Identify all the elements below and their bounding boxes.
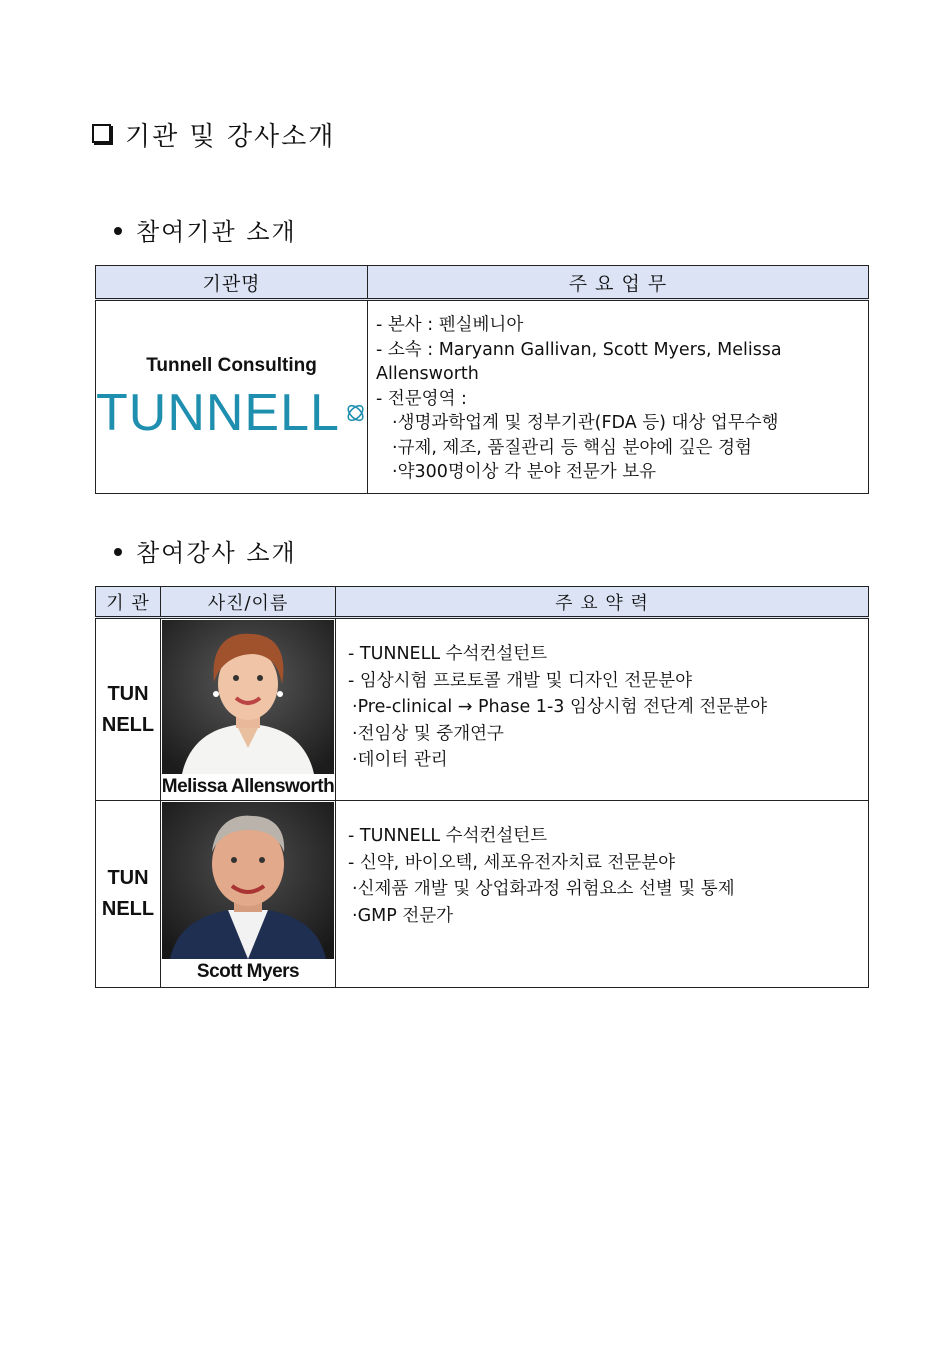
career-line: - TUNNELL 수석컨설턴트 xyxy=(348,644,548,664)
photo-name-cell xyxy=(161,618,336,801)
lecturer-name: Melissa Allensworth xyxy=(161,776,335,797)
lecturer-photo xyxy=(162,802,334,959)
photo-name-cell xyxy=(161,801,336,988)
career-line: ·Pre-clinical → Phase 1-3 임상시험 전단계 전문분야 xyxy=(352,697,768,717)
career-line: ·데이터 관리 xyxy=(352,750,448,770)
lecturer-row xyxy=(96,801,869,988)
duty-line: ·생명과학업계 및 정부기관(FDA 등) 대상 업무수행 xyxy=(392,413,779,433)
org-table xyxy=(95,265,869,494)
org-table-row xyxy=(96,300,869,494)
org-duties-cell xyxy=(368,300,869,494)
career-line: ·전임상 및 중개연구 xyxy=(352,723,504,744)
org-header-name: 기관명 xyxy=(96,266,368,300)
duty-line: - 전문영역 : xyxy=(376,388,467,409)
tunnell-knot-icon xyxy=(344,390,367,436)
career-cell xyxy=(336,618,869,801)
section-title-lecturer: 참여강사 소개 xyxy=(114,533,297,568)
duty-line: ·약300명이상 각 분야 전문가 보유 xyxy=(392,462,657,482)
org-table-header xyxy=(96,266,869,300)
checkbox-square-icon xyxy=(92,124,111,143)
org-name-cell xyxy=(96,300,368,494)
lecturer-photo xyxy=(162,620,334,774)
career-line: ·GMP 전문가 xyxy=(352,905,454,926)
career-cell xyxy=(336,801,869,988)
career-line: - 임상시험 프로토콜 개발 및 디자인 전문분야 xyxy=(348,670,692,691)
lecturer-row xyxy=(96,618,869,801)
lecturer-table xyxy=(95,586,869,988)
org-logo-text: TUNNELL xyxy=(96,383,340,442)
career-line: ·신제품 개발 및 상업화과정 위험요소 선별 및 통제 xyxy=(352,879,735,899)
section-title-org: 참여기관 소개 xyxy=(114,212,297,247)
duty-line: ·규제, 제조, 품질관리 등 핵심 분야에 깊은 경험 xyxy=(392,437,752,458)
lect-header-photo: 사진/이름 xyxy=(161,587,336,618)
duty-line: - 소속 : Maryann Gallivan, Scott Myers, Melissa Allensworth xyxy=(376,339,782,384)
bullet-dot-icon xyxy=(114,227,122,235)
lect-header-inst: 기 관 xyxy=(96,587,161,618)
org-header-duties: 주 요 업 무 xyxy=(368,266,869,300)
career-line: - 신약, 바이오텍, 세포유전자치료 전문분야 xyxy=(348,852,676,873)
org-name: Tunnell Consulting xyxy=(146,354,317,376)
page-heading: 기관 및 강사소개 xyxy=(92,116,335,153)
lecturer-table-header xyxy=(96,587,869,618)
duty-line: - 본사 : 펜실베니아 xyxy=(376,315,524,335)
bullet-dot-icon xyxy=(114,548,122,556)
lecturer-name: Scott Myers xyxy=(196,961,300,982)
lect-header-career: 주 요 약 력 xyxy=(336,587,869,618)
institution-cell: TUN NELL xyxy=(96,801,161,988)
career-line: - TUNNELL 수석컨설턴트 xyxy=(348,826,548,846)
org-logo xyxy=(96,383,367,442)
institution-cell: TUN NELL xyxy=(96,618,161,801)
